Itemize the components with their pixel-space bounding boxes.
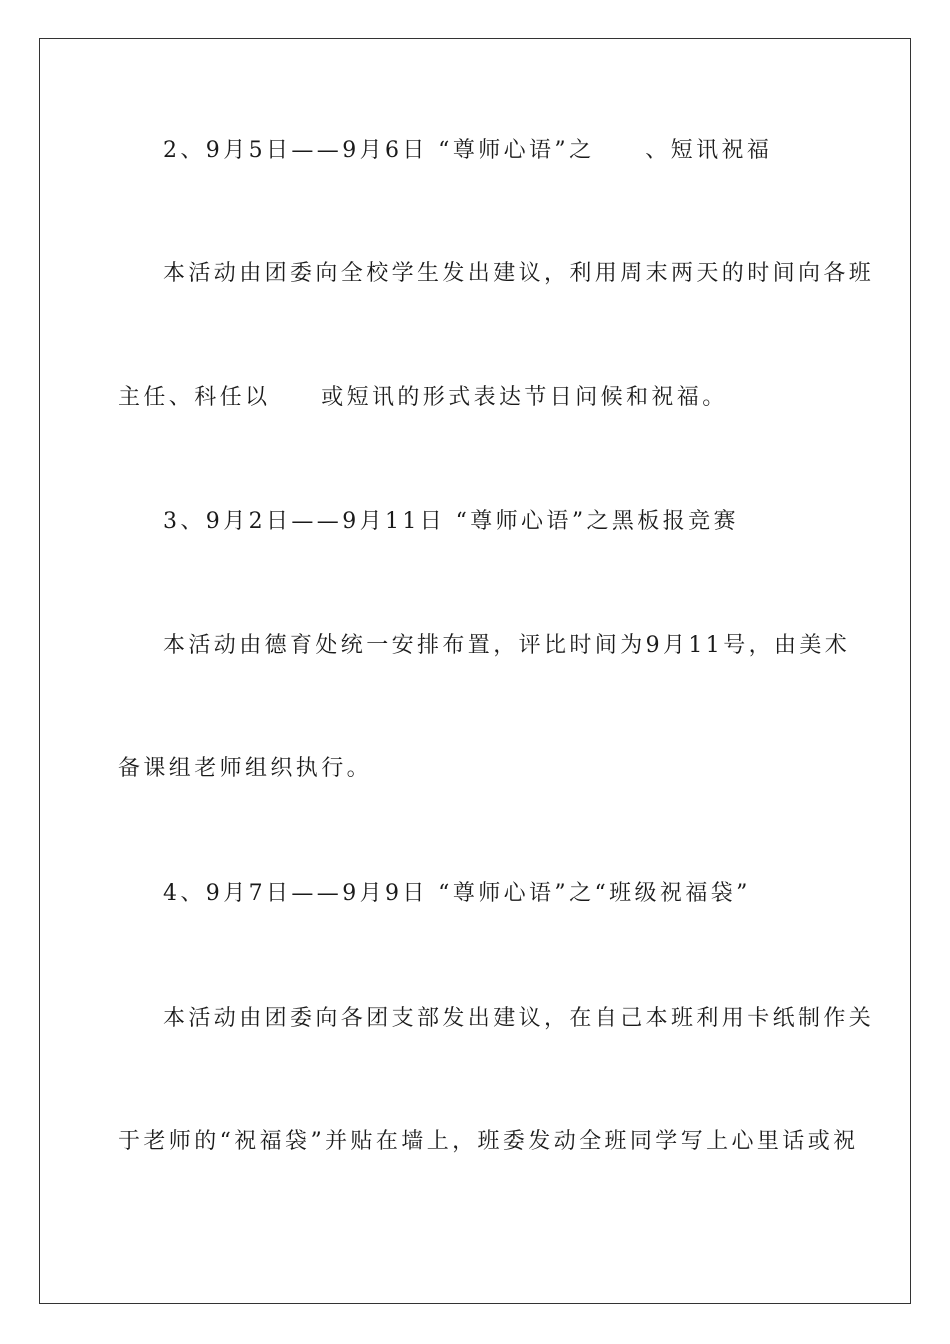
item-2-heading: 2、9月5日——9月6日 “尊师心语”之 、短讯祝福 (163, 138, 773, 163)
item-2-paragraph-line-2: 主任、科任以 或短讯的形式表达节日问候和祝福。 (118, 385, 728, 410)
item-3-heading: 3、9月2日——9月11日 “尊师心语”之黑板报竞赛 (163, 509, 739, 534)
item-3-paragraph-line-1: 本活动由德育处统一安排布置，评比时间为9月11号，由美术 (163, 633, 851, 658)
page-border (39, 38, 911, 1304)
item-4-paragraph-line-2: 于老师的“祝福袋”并贴在墙上，班委发动全班同学写上心里话或祝 (118, 1129, 859, 1154)
item-3-paragraph-line-2: 备课组老师组织执行。 (118, 756, 373, 781)
item-4-heading: 4、9月7日——9月9日 “尊师心语”之“班级祝福袋” (163, 881, 751, 906)
item-2-paragraph-line-1: 本活动由团委向全校学生发出建议，利用周末两天的时间向各班 (163, 261, 875, 286)
item-4-paragraph-line-1: 本活动由团委向各团支部发出建议，在自己本班利用卡纸制作关 (163, 1006, 875, 1031)
